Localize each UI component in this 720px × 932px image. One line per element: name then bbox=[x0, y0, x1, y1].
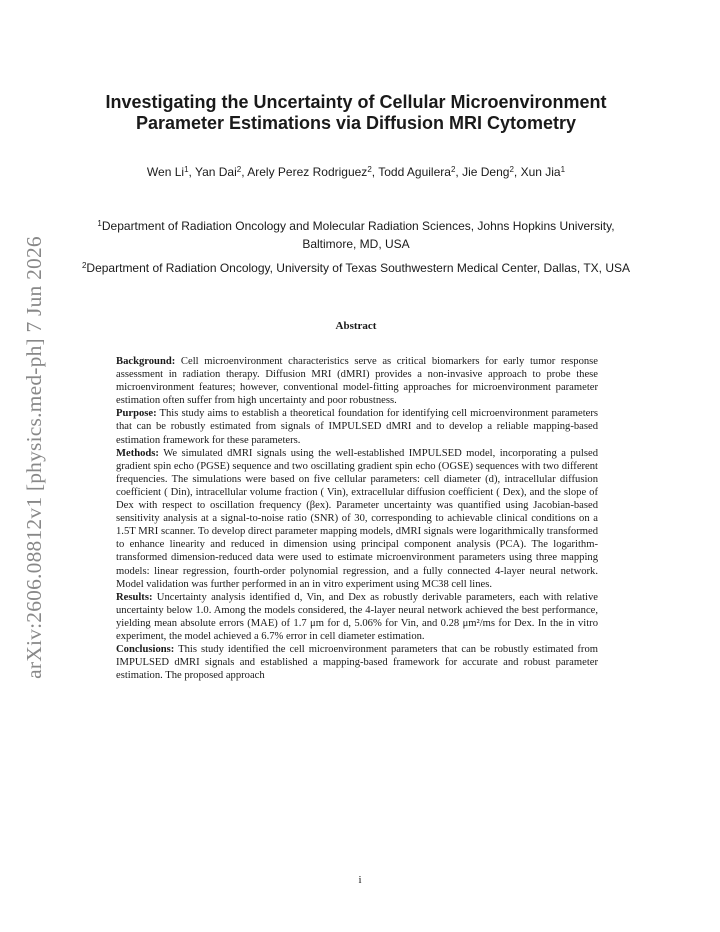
abstract-section-purpose: Purpose: This study aims to establish a theoretical foundation for identifying cell microenvironment parameters that can be robustly estimated from signals of IMPULSED dMRI and to develop a reliable mapping-based estimation framework for these parameters. bbox=[116, 408, 598, 446]
abstract-body bbox=[116, 355, 598, 682]
author: Wen Li$^1$ bbox=[146, 165, 189, 179]
abstract-section-results: Results: Uncertainty analysis identified d, Vin, and Dex as robustly derivable parameters, each with relative uncertainty below 1.0. Among the models considered, the 4-layer neural network achieved the best performance, yielding mean absolute errors (MAE) of 1.7 μm for d, 5.06% for Vin, and 0.28 μm²/ms for Dex. In the in vitro experiment, the model achieved a 6.7% error in cell diameter estimation. bbox=[116, 591, 598, 642]
abstract-section-methods: Methods: We simulated dMRI signals using the well-established IMPULSED model, incorporating a pulsed gradient spin echo (PGSE) sequence and two oscillating gradient spin echo (OGSE) sequences with two different frequencies. The simulations were based on five cellular parameters: cell diameter (d), intracellular diffusion coefficient ( Din), intracellular volume fraction ( Vin), extracellular diffusion coefficient ( Dex), and the slope of Dex with respect to oscillation frequency (βex). Parameter uncertainty was quantified using Jacobian-based sensitivity analysis at a signal-to-noise ratio (SNR) of 30, corresponding to achievable clinical conditions on a 1.5T MRI scanner. To develop direct parameter mapping models, dMRI signals were logarithmically transformed to enhance linearity and reduced in dimension using principal component analysis (PCA). The logarithm-transformed dimension-reduced data were used to estimate microenvironment parameters using three mapping models: linear regression, fourth-order polynomial regression, and a fully connected 4-layer neural network. Model validation was further performed in an in vitro experiment using MC38 cell lines. bbox=[116, 447, 598, 590]
abstract-section-conclusions: Conclusions: This study identified the cell microenvironment parameters that can be robustly estimated from IMPULSED dMRI signals and established a mapping-based framework for accurate and robust parameter estimation. The proposed approach bbox=[116, 644, 598, 682]
author-list: Wen Li$^1$, Yan Dai$^2$, Arely Perez Rodriguez$^2$, Todd Aguilera$^2$, Jie Deng$^2$, Xun Jia$^1$ bbox=[146, 165, 566, 179]
page-number: i bbox=[358, 874, 362, 886]
author: Arely Perez Rodriguez$^2$ bbox=[247, 165, 372, 179]
abstract-heading: Abstract bbox=[335, 320, 377, 332]
author: Jie Deng$^2$ bbox=[462, 165, 514, 179]
author: Xun Jia$^1$ bbox=[520, 165, 566, 179]
affiliation-2: $^2$Department of Radiation Oncology, University of Texas Southwestern Medical Center, Dallas, TX, USA bbox=[81, 261, 631, 275]
abstract-section-background: Background: Cell microenvironment characteristics serve as critical biomarkers for early tumor response assessment in radiation therapy. Diffusion MRI (dMRI) provides a non-invasive approach to probe these microenvironment features; however, conventional model-fitting approaches for microenvironment parameter estimation often suffer from high uncertainty and poor robustness. bbox=[116, 356, 598, 407]
paper-title bbox=[60, 92, 652, 134]
author: Yan Dai$^2$ bbox=[194, 165, 242, 179]
title-line-1: Investigating the Uncertainty of Cellular Microenvironment bbox=[105, 92, 607, 112]
affiliation-1: $^1$Department of Radiation Oncology and Molecular Radiation Sciences, Johns Hopkins University, Baltimore, MD, USA bbox=[97, 219, 615, 251]
title-line-2: Parameter Estimations via Diffusion MRI Cytometry bbox=[135, 113, 577, 133]
arxiv-identifier: arXiv:2606.08812v1 [physics.med-ph] 7 Jun 2026 bbox=[21, 235, 46, 679]
author: Todd Aguilera$^2$ bbox=[378, 165, 456, 179]
arxiv-sidebar-stamp bbox=[14, 222, 54, 692]
